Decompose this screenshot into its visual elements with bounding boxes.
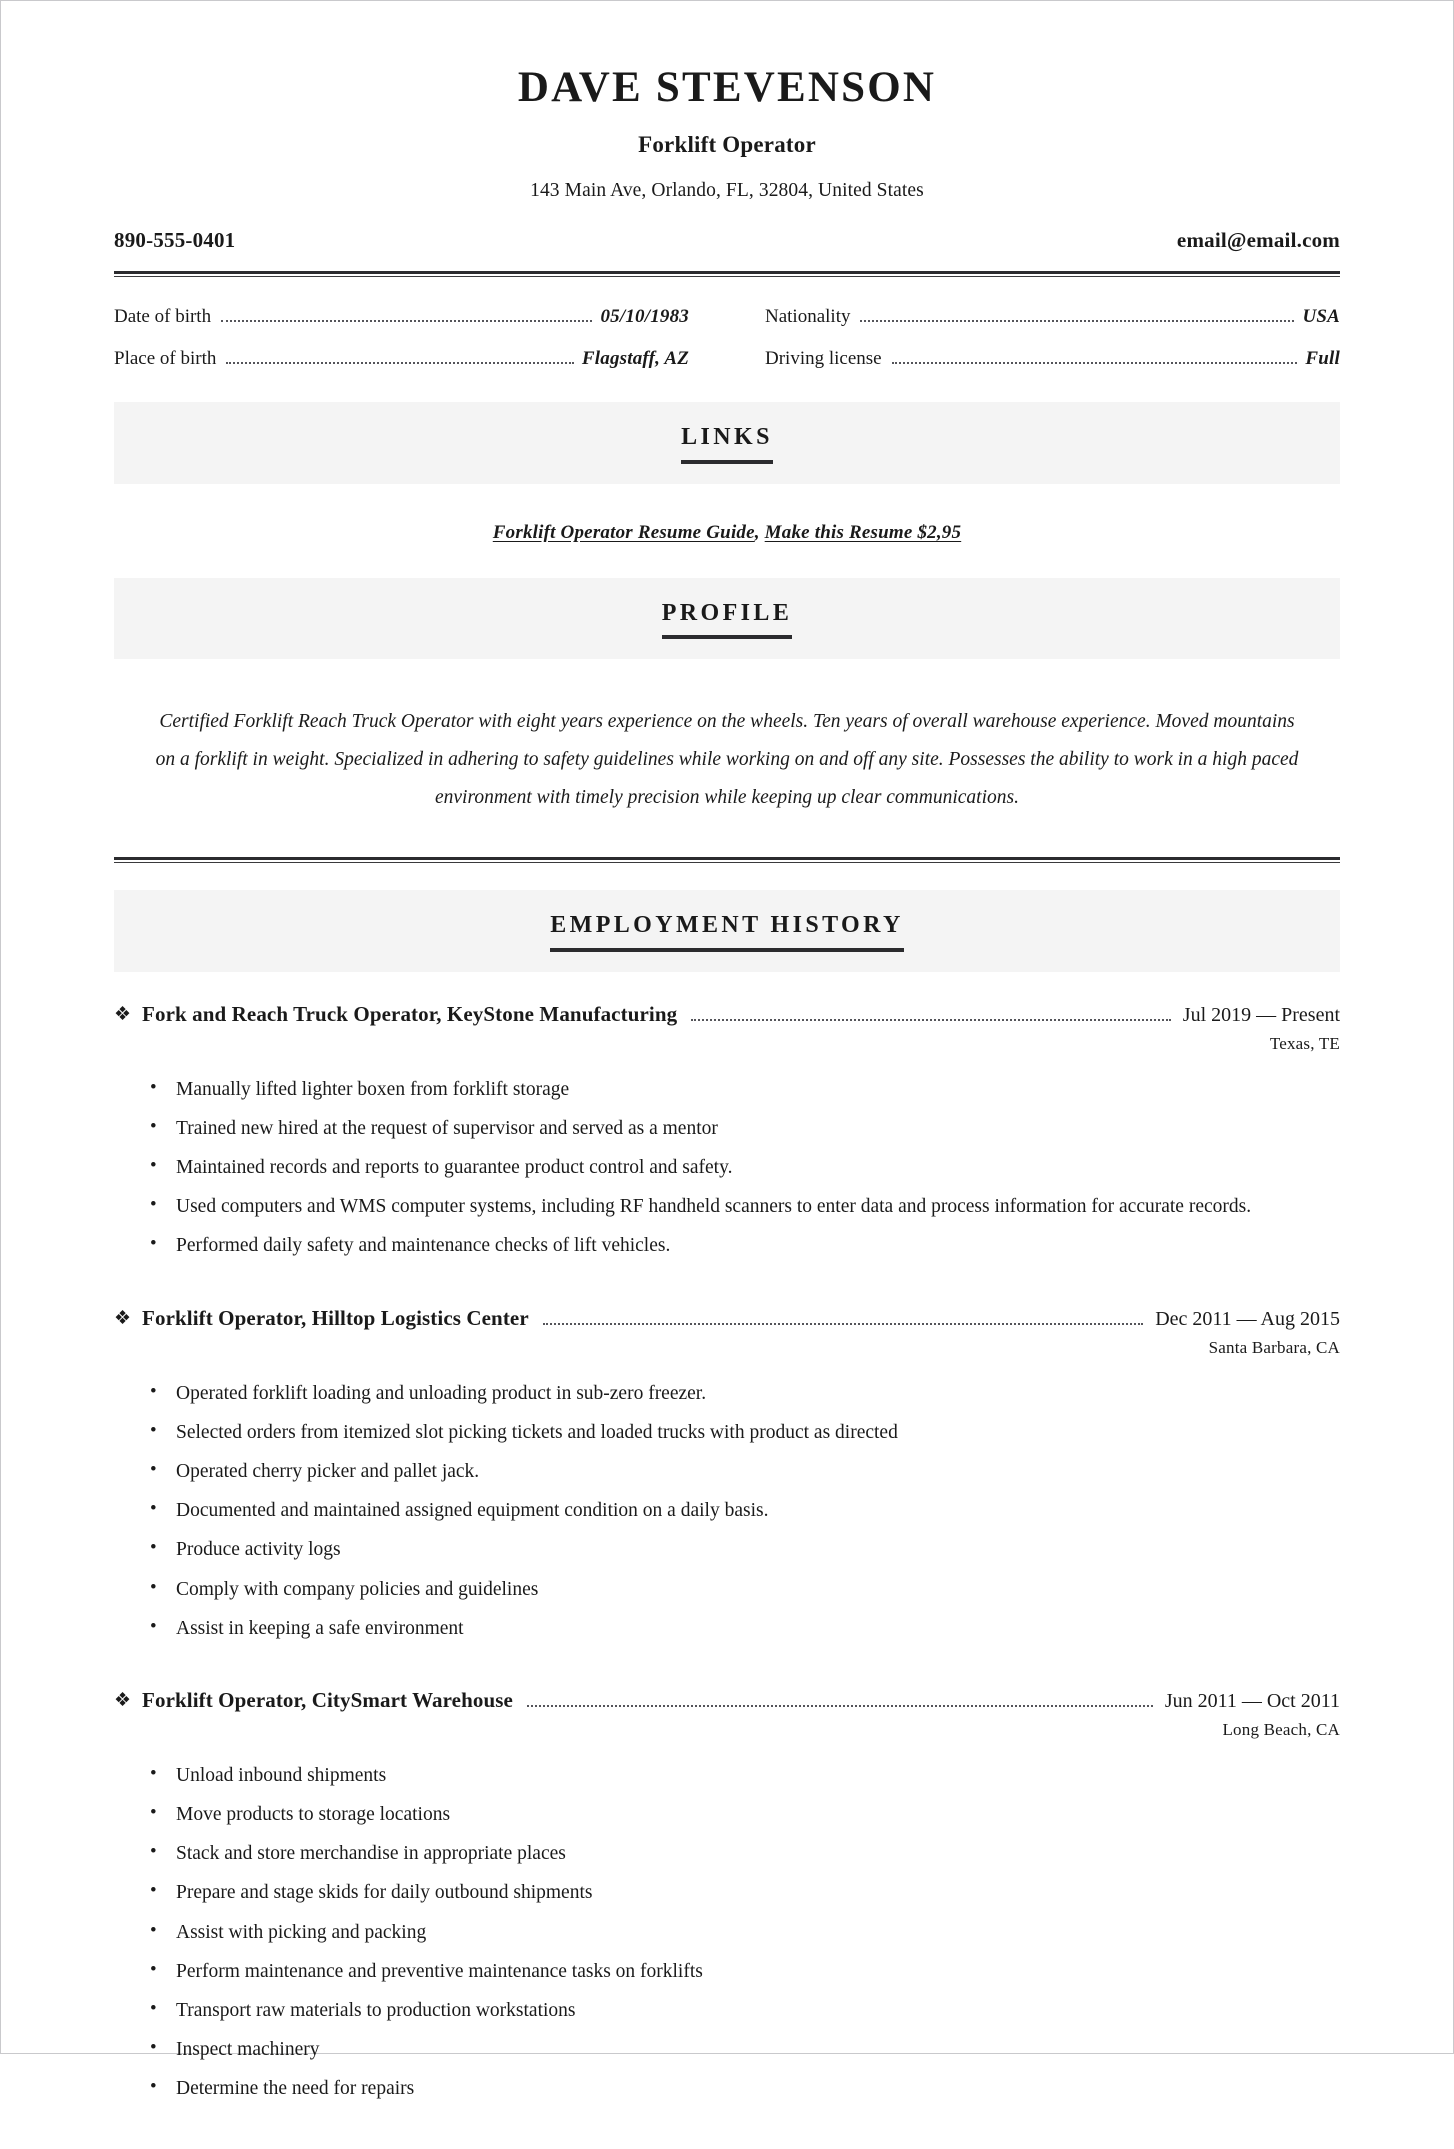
job-dates: Jul 2019 — Present (1182, 1003, 1340, 1026)
contact-row (114, 228, 1340, 253)
list-item: • Assist with picking and packing (146, 1917, 1340, 1948)
list-item: • Comply with company policies and guidelines (146, 1574, 1340, 1605)
diamond-ornament-icon: ❖ (114, 1003, 132, 1025)
section-header-employment-history (114, 890, 1340, 971)
personal-details-left-column (114, 306, 727, 390)
header-divider (114, 271, 1340, 278)
list-item: • Move products to storage locations (146, 1799, 1340, 1830)
section-header-profile (114, 578, 1340, 659)
job-entry (114, 1306, 1340, 1644)
divider-line-thin (114, 862, 1340, 863)
detail-row-driving-license (765, 348, 1340, 370)
profile-summary: Certified Forklift Reach Truck Operator with eight years experience on the wheels. Ten years of overall warehouse experience. Moved mountains on a forklift in weight. Specialized in adhering to safety guidelines while working on and off any site. Possesses the ability to work in a high paced environment with timely precision while keeping up clear communications. (155, 711, 1299, 809)
section-title: PROFILE (662, 600, 792, 639)
list-item: • Documented and maintained assigned equipment condition on a daily basis. (146, 1495, 1340, 1526)
job-role-title: Forklift Operator, Hilltop Logistics Center (142, 1305, 529, 1330)
section-title: LINKS (681, 424, 773, 463)
dotted-leader (691, 1019, 1171, 1021)
list-item: • Operated cherry picker and pallet jack. (146, 1456, 1340, 1487)
section-header-links (114, 402, 1340, 483)
candidate-address: 143 Main Ave, Orlando, FL, 32804, United States (530, 180, 924, 202)
dotted-leader (860, 320, 1294, 322)
link-forklift-operator-resume-guide[interactable]: Forklift Operator Resume Guide (492, 521, 755, 543)
dotted-leader (892, 362, 1298, 364)
job-dates: Jun 2011 — Oct 2011 (1164, 1689, 1340, 1712)
detail-label: Place of birth (114, 348, 217, 370)
detail-row-nationality (765, 306, 1340, 328)
employment-list (114, 1002, 1340, 2105)
list-item: • Transport raw materials to production workstations (146, 1995, 1340, 2026)
job-location: Texas, TE (1269, 1033, 1340, 1053)
divider-line-thick (114, 857, 1340, 860)
dotted-leader (543, 1323, 1143, 1325)
job-bullet-list (114, 1074, 1340, 1262)
job-bullet-list (114, 1760, 1340, 2105)
link-make-this-resume[interactable]: Make this Resume $2,95 (764, 521, 962, 543)
personal-details-right-column (727, 306, 1340, 390)
email-address[interactable]: email@email.com (1176, 228, 1340, 253)
list-item: • Selected orders from itemized slot picking tickets and loaded trucks with product as directed (146, 1417, 1340, 1448)
list-item: • Maintained records and reports to guarantee product control and safety. (146, 1152, 1340, 1183)
list-item: • Used computers and WMS computer systems, including RF handheld scanners to enter data and process information for accurate records. (146, 1191, 1340, 1222)
list-item: • Trained new hired at the request of supervisor and served as a mentor (146, 1113, 1340, 1144)
job-location: Santa Barbara, CA (1208, 1337, 1340, 1357)
list-item: • Manually lifted lighter boxen from forklift storage (146, 1074, 1340, 1105)
list-item: • Produce activity logs (146, 1534, 1340, 1565)
divider-line-thick (114, 271, 1340, 274)
list-item: • Inspect machinery (146, 2034, 1340, 2065)
diamond-ornament-icon: ❖ (114, 1689, 132, 1711)
page-title: DAVE STEVENSON (517, 64, 937, 111)
candidate-job-title: Forklift Operator (638, 132, 816, 158)
job-role-title: Fork and Reach Truck Operator, KeyStone Manufacturing (142, 1001, 678, 1026)
list-item: • Performed daily safety and maintenance checks of lift vehicles. (146, 1230, 1340, 1261)
links-list (114, 522, 1340, 544)
job-header (114, 1688, 1340, 1714)
list-item: • Assist in keeping a safe environment (146, 1613, 1340, 1644)
detail-label: Driving license (765, 348, 882, 370)
profile-divider (114, 857, 1340, 864)
job-role-title: Forklift Operator, CitySmart Warehouse (142, 1687, 513, 1712)
job-entry (114, 1002, 1340, 1262)
phone-number[interactable]: 890-555-0401 (114, 228, 236, 253)
dotted-leader (226, 362, 574, 364)
detail-value: USA (1302, 306, 1340, 328)
detail-label: Date of birth (114, 306, 212, 328)
job-dates: Dec 2011 — Aug 2015 (1155, 1307, 1340, 1330)
job-location: Long Beach, CA (1222, 1719, 1340, 1739)
job-bullet-list (114, 1378, 1340, 1644)
detail-value: Flagstaff, AZ (581, 348, 689, 370)
detail-row-place-of-birth (114, 348, 689, 370)
resume-content (1, 1, 1453, 2149)
list-item: • Prepare and stage skids for daily outbound shipments (146, 1877, 1340, 1908)
detail-value: Full (1305, 348, 1340, 370)
personal-details (114, 306, 1340, 390)
divider-line-thin (114, 276, 1340, 277)
list-item: • Stack and store merchandise in appropriate places (146, 1838, 1340, 1869)
list-item: • Unload inbound shipments (146, 1760, 1340, 1791)
dotted-leader (527, 1705, 1153, 1707)
list-item: • Determine the need for repairs (146, 2073, 1340, 2104)
detail-row-date-of-birth (114, 306, 689, 328)
section-title: EMPLOYMENT HISTORY (550, 912, 904, 951)
list-item: • Operated forklift loading and unloading product in sub-zero freezer. (146, 1378, 1340, 1409)
diamond-ornament-icon: ❖ (114, 1307, 132, 1329)
links-separator: , (754, 521, 765, 543)
list-item: • Perform maintenance and preventive maintenance tasks on forklifts (146, 1956, 1340, 1987)
job-entry (114, 1688, 1340, 2105)
job-header (114, 1306, 1340, 1332)
dotted-leader (221, 320, 592, 322)
job-header (114, 1002, 1340, 1028)
detail-value: 05/10/1983 (600, 306, 689, 328)
detail-label: Nationality (765, 306, 851, 328)
